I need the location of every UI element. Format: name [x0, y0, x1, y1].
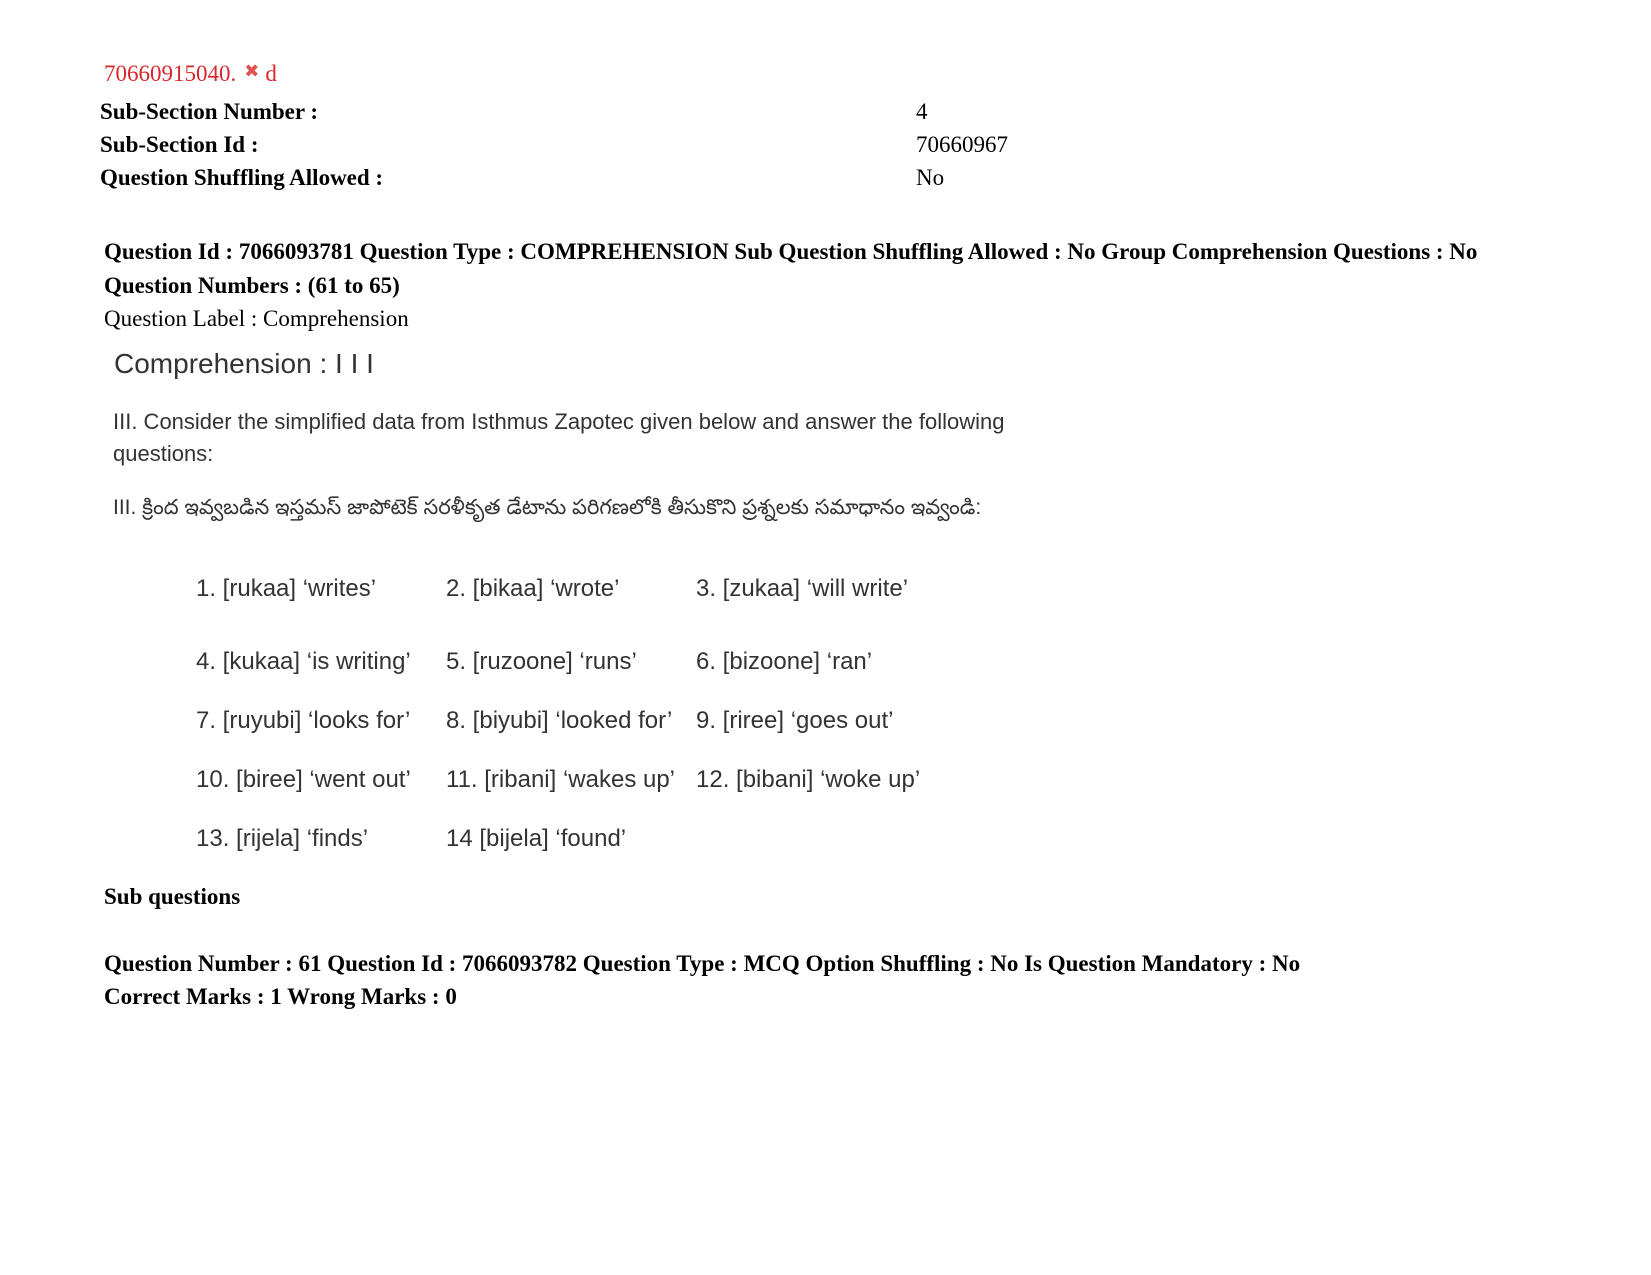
word-item: 2. [bikaa] ‘wrote’ — [446, 575, 620, 602]
answer-value: d — [265, 61, 277, 86]
answer-line — [104, 61, 277, 87]
word-item: 11. [ribani] ‘wakes up’ — [446, 766, 676, 793]
question-header-line1: Question Id : 7066093781 Question Type : COMPREHENSION Sub Question Shuffling Allowed : No Group Comprehension Questions : No — [104, 239, 1478, 264]
question-label: Question Label : Comprehension — [104, 306, 409, 331]
sub-question-header: Question Number : 61 Question Id : 7066093782 Question Type : MCQ Option Shuffling : No Is Question Mandatory : No — [104, 951, 1301, 976]
sub-question-marks: Correct Marks : 1 Wrong Marks : 0 — [104, 984, 457, 1009]
word-item: 6. [bizoone] ‘ran’ — [696, 648, 873, 675]
word-item: 10. [biree] ‘went out’ — [196, 766, 411, 793]
word-item: 13. [rijela] ‘finds’ — [196, 825, 369, 852]
comprehension-title: Comprehension : I I I — [114, 348, 374, 379]
question-shuffling-value: No — [916, 165, 945, 190]
comprehension-intro-line2: questions: — [113, 441, 214, 466]
question-shuffling-label: Question Shuffling Allowed : — [100, 165, 384, 190]
word-item: 14 [bijela] ‘found’ — [446, 825, 627, 852]
cross-icon: ✖ — [244, 61, 260, 81]
word-item: 7. [ruyubi] ‘looks for’ — [196, 707, 411, 734]
word-item: 12. [bibani] ‘woke up’ — [696, 766, 921, 793]
word-item: 9. [riree] ‘goes out’ — [696, 707, 894, 734]
word-item: 1. [rukaa] ‘writes’ — [196, 575, 377, 602]
subsection-number-label: Sub-Section Number : — [100, 99, 319, 124]
subsection-id-label: Sub-Section Id : — [100, 132, 259, 157]
word-item: 3. [zukaa] ‘will write’ — [696, 575, 909, 602]
sub-questions-heading: Sub questions — [104, 884, 241, 909]
answer-id: 70660915040. — [104, 61, 237, 86]
comprehension-intro-line1: III. Consider the simplified data from Isthmus Zapotec given below and answer the following — [113, 409, 1005, 434]
comprehension-intro-telugu: III. క్రింద ఇవ్వబడిన ఇస్తమస్ జాపోటెక్ సరళీకృత డేటాను పరిగణలోకి తీసుకొని ప్రశ్నలకు సమాధానం ఇవ్వండి: — [113, 496, 982, 519]
word-item: 5. [ruzoone] ‘runs’ — [446, 648, 637, 675]
word-item: 8. [biyubi] ‘looked for’ — [446, 707, 673, 734]
subsection-id-value: 70660967 — [916, 132, 1008, 157]
question-numbers: Question Numbers : (61 to 65) — [104, 273, 400, 298]
word-item: 4. [kukaa] ‘is writing’ — [196, 648, 411, 675]
subsection-number-value: 4 — [916, 99, 928, 124]
